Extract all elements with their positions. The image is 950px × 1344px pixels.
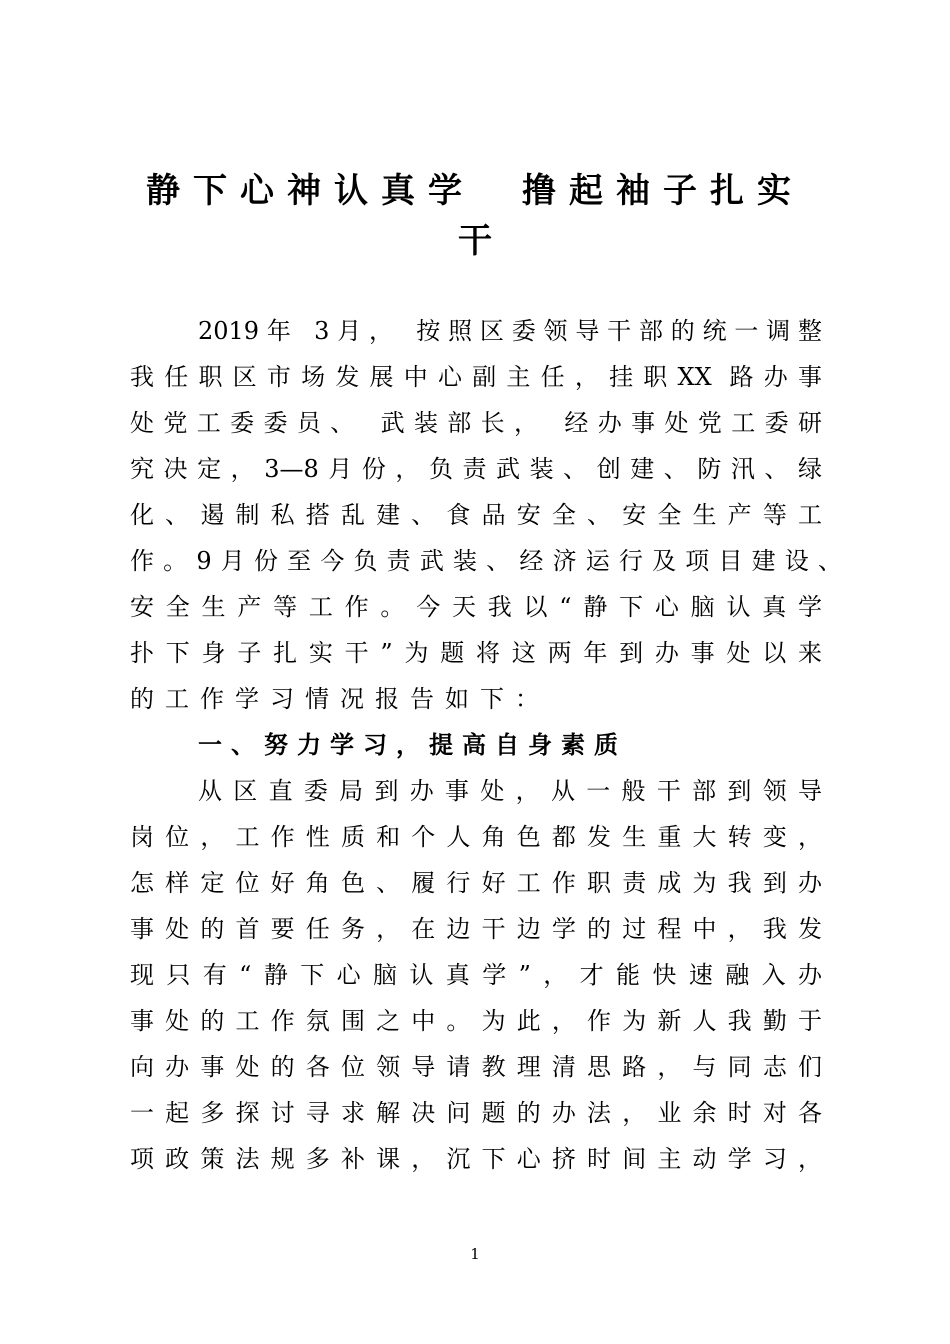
page-number: 1 xyxy=(470,1245,480,1263)
paragraph-1-line: 化、遏制私搭乱建、食品安全、安全生产等工 xyxy=(130,501,822,529)
paragraph-2-line: 从区直委局到办事处，从一般干部到领导 xyxy=(198,777,822,805)
section-heading-1: 一、努力学习，提高自身素质 xyxy=(198,730,627,759)
paragraph-2-line: 现只有“静下心脑认真学”，才能快速融入办 xyxy=(130,961,822,989)
paragraph-1-line: 作。9月份至今负责武装、经济运行及项目建设、 xyxy=(130,547,842,575)
title-line-2: 干 xyxy=(458,221,492,261)
document-title xyxy=(128,166,822,266)
paragraph-2-line: 怎样定位好角色、履行好工作职责成为我到办 xyxy=(130,869,822,897)
document-body xyxy=(130,308,842,1182)
paragraph-1-line: 安全生产等工作。今天我以“静下心脑认真学 xyxy=(130,593,822,621)
paragraph-1-line: 扑下身子扎实干”为题将这两年到办事处以来 xyxy=(130,639,822,667)
paragraph-2-line: 事处的首要任务，在边干边学的过程中，我发 xyxy=(130,915,822,943)
paragraph-1-line: 的工作学习情况报告如下： xyxy=(130,685,550,713)
paragraph-1-line: 究决定，3—8月份，负责武装、创建、防汛、绿 xyxy=(130,455,822,483)
paragraph-1-line: 我任职区市场发展中心副主任，挂职XX 路办事 xyxy=(130,363,822,391)
paragraph-2-line: 向办事处的各位领导请教理清思路，与同志们 xyxy=(130,1053,822,1081)
paragraph-1-line: 2019年 3月， 按照区委领导干部的统一调整 xyxy=(198,317,822,345)
paragraph-2-line: 项政策法规多补课，沉下心挤时间主动学习， xyxy=(130,1145,822,1173)
paragraph-1-line: 处党工委委员、 武装部长， 经办事处党工委研 xyxy=(130,409,822,437)
paragraph-2-line: 一起多探讨寻求解决问题的办法，业余时对各 xyxy=(130,1099,822,1127)
title-line-1: 静下心神认真学 撸起袖子扎实 xyxy=(146,171,804,211)
paragraph-2-line: 岗位，工作性质和个人角色都发生重大转变， xyxy=(130,823,822,851)
paragraph-2-line: 事处的工作氛围之中。为此，作为新人我勤于 xyxy=(130,1007,822,1035)
